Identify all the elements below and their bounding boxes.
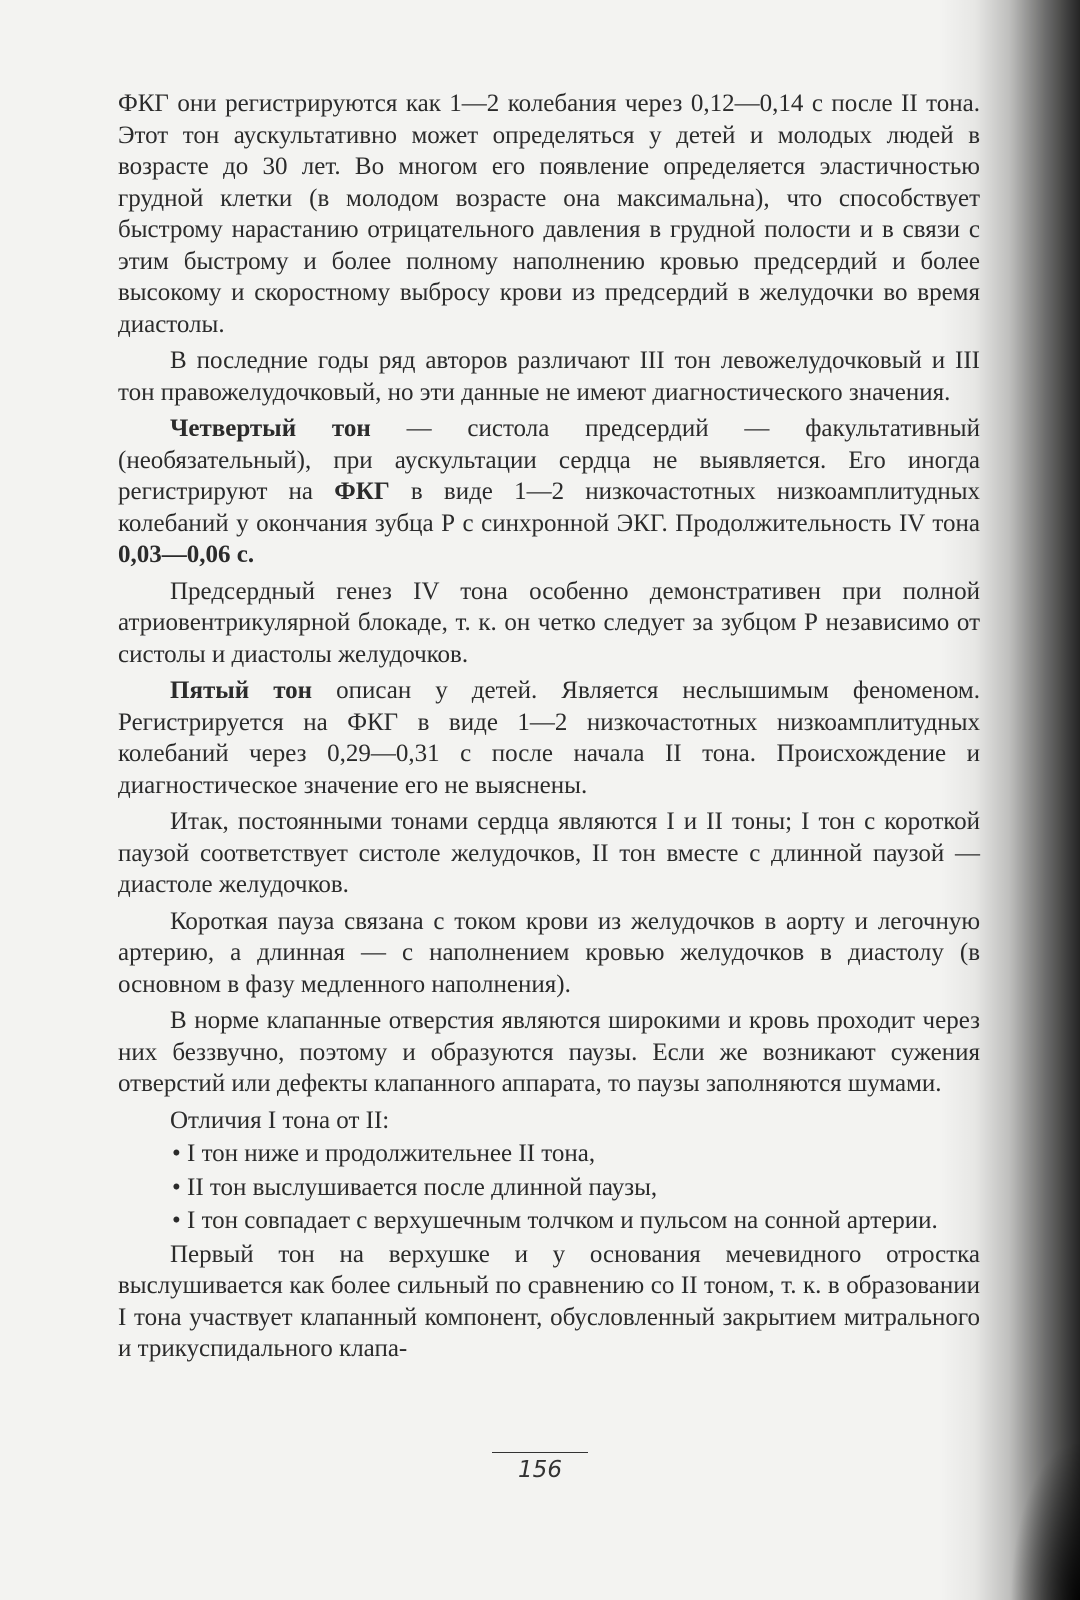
paragraph-6: Итак, постоянными тонами сердца являются I и II тоны; I тон с короткой паузой соответствует систоле желудочков, II тон вместе с длинной паузой — диастоле желудочков.: [118, 808, 980, 898]
paragraph-fifth-tone-text: описан у детей. Является неслышимым феноменом. Регистрируется на ФКГ в виде 1—2 низкочастотных низкоамплитудных колебаний через 0,29—0,31 с после начала II тона. Происхождение и диагностическое значение его не выяснены.: [118, 677, 980, 799]
page-footer: [0, 1452, 1080, 1483]
list-item: • I тон совпадает с верхушечным толчком и пульсом на сонной артерии.: [172, 1207, 938, 1234]
footer-rule: [492, 1452, 588, 1453]
paragraph-fourth-tone-text-2: в виде 1—2 низкочастотных низкоамплитудных колебаний у окончания зубца Р с синхронной ЭКГ. Продолжительность IV тона: [118, 478, 981, 537]
page-body: [118, 88, 980, 1370]
term-fourth-tone: Четвертый тон: [170, 415, 371, 442]
paragraph-9: Первый тон на верхушке и у основания мечевидного отростка выслушивается как более сильный по сравнению со II тоном, т. к. в образовании I тона участвует клапанный компонент, обусловленный закрытием митрального и трикуспидального клапа-: [118, 1240, 980, 1362]
fourth-tone-duration: 0,03—0,06 с.: [118, 541, 255, 568]
paragraph-2: В последние годы ряд авторов различают III тон левожелудочковый и III тон правожелудочковый, но эти данные не имеют диагностического значения.: [118, 347, 980, 406]
paragraph-fourth-tone: [118, 413, 980, 571]
page-number: 156: [518, 1457, 562, 1483]
term-fifth-tone: Пятый тон: [170, 677, 313, 704]
paragraph-1: ФКГ они регистрируются как 1—2 колебания через 0,12—0,14 с после II тона. Этот тон аускультативно может определяться у детей и молодых людей в возрасте до 30 лет. Во многом его появление определяется эластичностью грудной клетки (в молодом возрасте она максимальна), что способствует быстрому нарастанию отрицательного давления в грудной полости и в связи с этим быстрому и более полному наполнению кровью предсердий и более высокому и скоростному выбросу крови из предсердий в желудочки во время диастолы.: [118, 90, 980, 338]
list-title: Отличия I тона от II:: [170, 1106, 390, 1134]
paragraph-fifth-tone: [118, 675, 980, 801]
paragraph-4: Предсердный генез IV тона особенно демонстративен при полной атриовентрикулярной блокаде, т. к. он четко следует за зубцом Р независимо от систолы и диастолы желудочков.: [118, 577, 980, 668]
list-item: • II тон выслушивается после длинной паузы,: [172, 1173, 658, 1201]
term-fkg: ФКГ: [334, 478, 390, 505]
paragraph-8: В норме клапанные отверстия являются широкими и кровь проходит через них беззвучно, поэтому и образуются паузы. Если же возникают сужения отверстий или дефекты клапанного аппарата, то паузы заполняются шумами.: [118, 1007, 980, 1097]
paragraph-7: Короткая пауза связана с током крови из желудочков в аорту и легочную артерию, а длинная — с наполнением кровью желудочков в диастолу (в основном в фазу медленного наполнения).: [118, 907, 980, 998]
paragraph-fourth-tone-text: — систола предсердий — факультативный (необязательный), при аускультации сердца не выявляется. Его иногда регистрируют на: [118, 415, 980, 505]
list-item: • I тон ниже и продолжительнее II тона,: [172, 1140, 596, 1167]
